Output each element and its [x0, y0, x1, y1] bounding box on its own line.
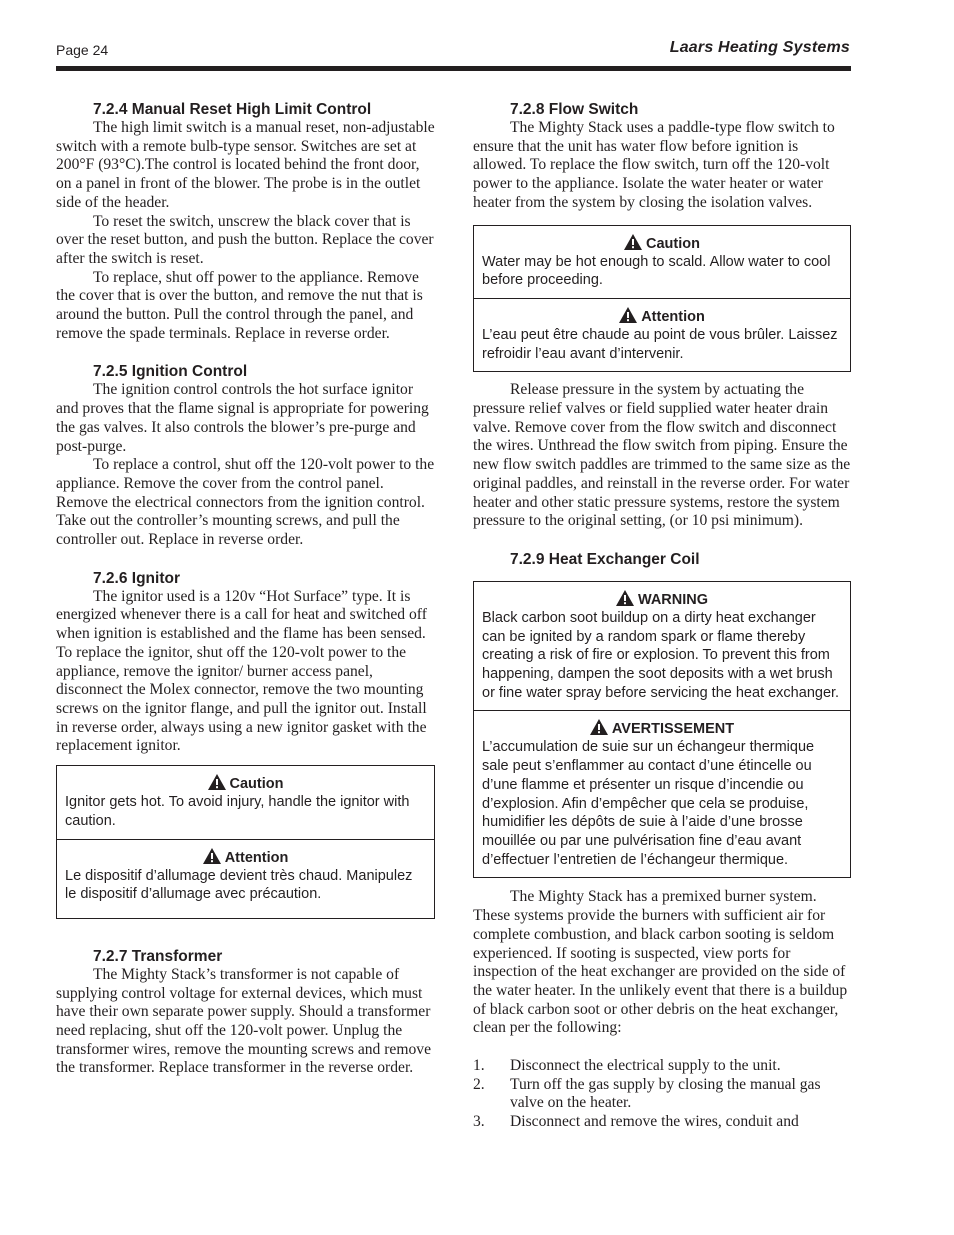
- ignitor-caution-box: [56, 765, 435, 919]
- caution-text: Water may be hot enough to scald. Allow water to cool before proceeding.: [482, 253, 831, 289]
- section-title-7-2-6: 7.2.6 Ignitor: [93, 569, 180, 587]
- paragraph: The Mighty Stack uses a paddle-type flow switch to ensure that the unit has water flow before ignition is allowed. To replace the flow switch, turn off the 120-volt power to the appliance. Isolate the water heater or water heater from the system by closing the isolation valves.: [473, 119, 835, 211]
- section-title-7-2-5: 7.2.5 Ignition Control: [93, 363, 248, 381]
- cleaning-steps-list: [473, 1057, 851, 1132]
- warning-triangle-icon: [203, 848, 221, 864]
- heat-exchanger-warning-box: [473, 581, 851, 878]
- attention-title: Attention: [641, 308, 705, 325]
- paragraph: The high limit switch is a manual reset, non-adjustable switch with a remote bulb-type sensor. Switches are set at 200°F (93°C).The control is located behind the front door, on a panel in front of the blower. The probe is in the outlet side of the header.: [56, 119, 435, 211]
- right-column: [473, 100, 851, 1132]
- warning-triangle-icon: [619, 307, 637, 323]
- warning-triangle-icon: [616, 590, 634, 606]
- paragraph: The Mighty Stack has a premixed burner system. These systems provide the burners with sufficient air for complete combustion, and black carbon sooting is seldom experienced. If sooting is suspected, view ports for inspection of the heat exchanger are provided on the side of the water heater. In the unlikely event that there is a buildup of black carbon soot or other debris on the heat exchanger, clean per the following:: [473, 888, 848, 1037]
- section-title-7-2-4: 7.2.4 Manual Reset High Limit Control: [93, 101, 372, 118]
- left-column: [56, 100, 435, 1078]
- brand-name: Laars Heating Systems: [669, 39, 850, 56]
- list-item: 3. Disconnect and remove the wires, conduit and: [473, 1113, 799, 1131]
- section-title-7-2-8: 7.2.8 Flow Switch: [510, 101, 639, 118]
- paragraph: To replace, shut off power to the appliance. Remove the cover that is over the button, and remove the nut that is around the button. Pull the control through the panel, and remove the spade terminals. Replace in reverse order.: [56, 268, 423, 342]
- attention-text: L’eau peut être chaude au point de vous brûler. Laissez refroidir l’eau avant d’intervenir.: [482, 326, 838, 362]
- list-item: 1. Disconnect the electrical supply to the unit.: [473, 1057, 781, 1075]
- paragraph: The ignitor used is a 120v “Hot Surface” type. It is energized whenever there is a call for heat and switched off when ignition is established and the flame has been sensed. To replace the ignitor, shut off the 120-volt power to the appliance, remove the ignitor/ burner access panel, disconnect the Molex connector, remove the two mounting screws on the ignitor flange, and pull the ignitor out. Install in reverse order, always using a new ignitor gasket with the replacement ignitor.: [56, 587, 427, 755]
- section-title-7-2-7: 7.2.7 Transformer: [93, 947, 223, 965]
- paragraph: Release pressure in the system by actuating the pressure relief valves or field supplied water heater drain valve. Remove cover from the flow switch and disconnect the wires. Unthread the flow switch from piping. Ensure the new flow switch paddles are trimmed to the same size as the original paddles, and reinstall in the reverse order. For water heater and other static pressure systems, restore the system pressure to the original setting, (or 10 psi minimum).: [473, 381, 851, 530]
- warning-text: Black carbon soot buildup on a dirty heat exchanger can be ignited by a random spark or flame thereby creating a risk of fire or explosion. To prevent this from happening, dampen the soot deposits with a wet brush or fine water spray before servicing the heat exchanger.: [482, 609, 840, 701]
- paragraph: The ignition control controls the hot surface ignitor and proves that the flame signal is appropriate for powering the gas valves. It also controls the blower’s pre-purge and post-purge.: [56, 381, 429, 455]
- flow-switch-caution-box: [473, 225, 851, 373]
- header-rule: [56, 66, 851, 71]
- avertissement-text: L’accumulation de suie sur un échangeur thermique sale peut s’enflammer au contact d’une étincelle ou d’une flamme et présenter un risque d’incendie ou d’explosion. Afin d’empêcher que cela se produise, humidifier les dépôts de suie à l’aide d’une brosse mouillée ou par une pulvérisation fine d’eau avant d’effectuer l’entretien de l’échangeur thermique.: [482, 739, 815, 868]
- list-item: 2. Turn off the gas supply by closing the manual gas valve on the heater.: [473, 1075, 821, 1112]
- paragraph: The Mighty Stack’s transformer is not capable of supplying control voltage for external devices, which must have their own separate power supply. Should a transformer need replacing, shut off the 120-volt power. Unplug the transformer wires, remove the mounting screws and remove the transformer. Replace transformer in the reverse order.: [56, 965, 431, 1077]
- avertissement-title: AVERTISSEMENT: [611, 721, 735, 738]
- warning-triangle-icon: [208, 774, 226, 790]
- warning-title: WARNING: [637, 591, 709, 608]
- caution-title: Caution: [646, 235, 700, 252]
- attention-text: Le dispositif d’allumage devient très chaud. Manipulez le dispositif d’allumage avec précaution.: [65, 867, 413, 903]
- warning-triangle-icon: [590, 719, 608, 735]
- paragraph: To replace a control, shut off the 120-volt power to the appliance. Remove the cover from the control panel. Remove the electrical connectors from the ignition control. Take out the controller’s mounting screws, and pull the controller out. Replace in reverse order.: [56, 456, 435, 549]
- caution-title: Caution: [229, 776, 284, 793]
- warning-triangle-icon: [624, 234, 642, 250]
- attention-title: Attention: [224, 849, 289, 866]
- paragraph: To reset the switch, unscrew the black cover that is over the reset button, and push the button. Replace the cover after the switch is reset.: [56, 212, 434, 267]
- section-title-7-2-9: 7.2.9 Heat Exchanger Coil: [510, 550, 700, 568]
- caution-text: Ignitor gets hot. To avoid injury, handle the ignitor with caution.: [65, 794, 410, 829]
- page-number: Page 24: [56, 42, 109, 58]
